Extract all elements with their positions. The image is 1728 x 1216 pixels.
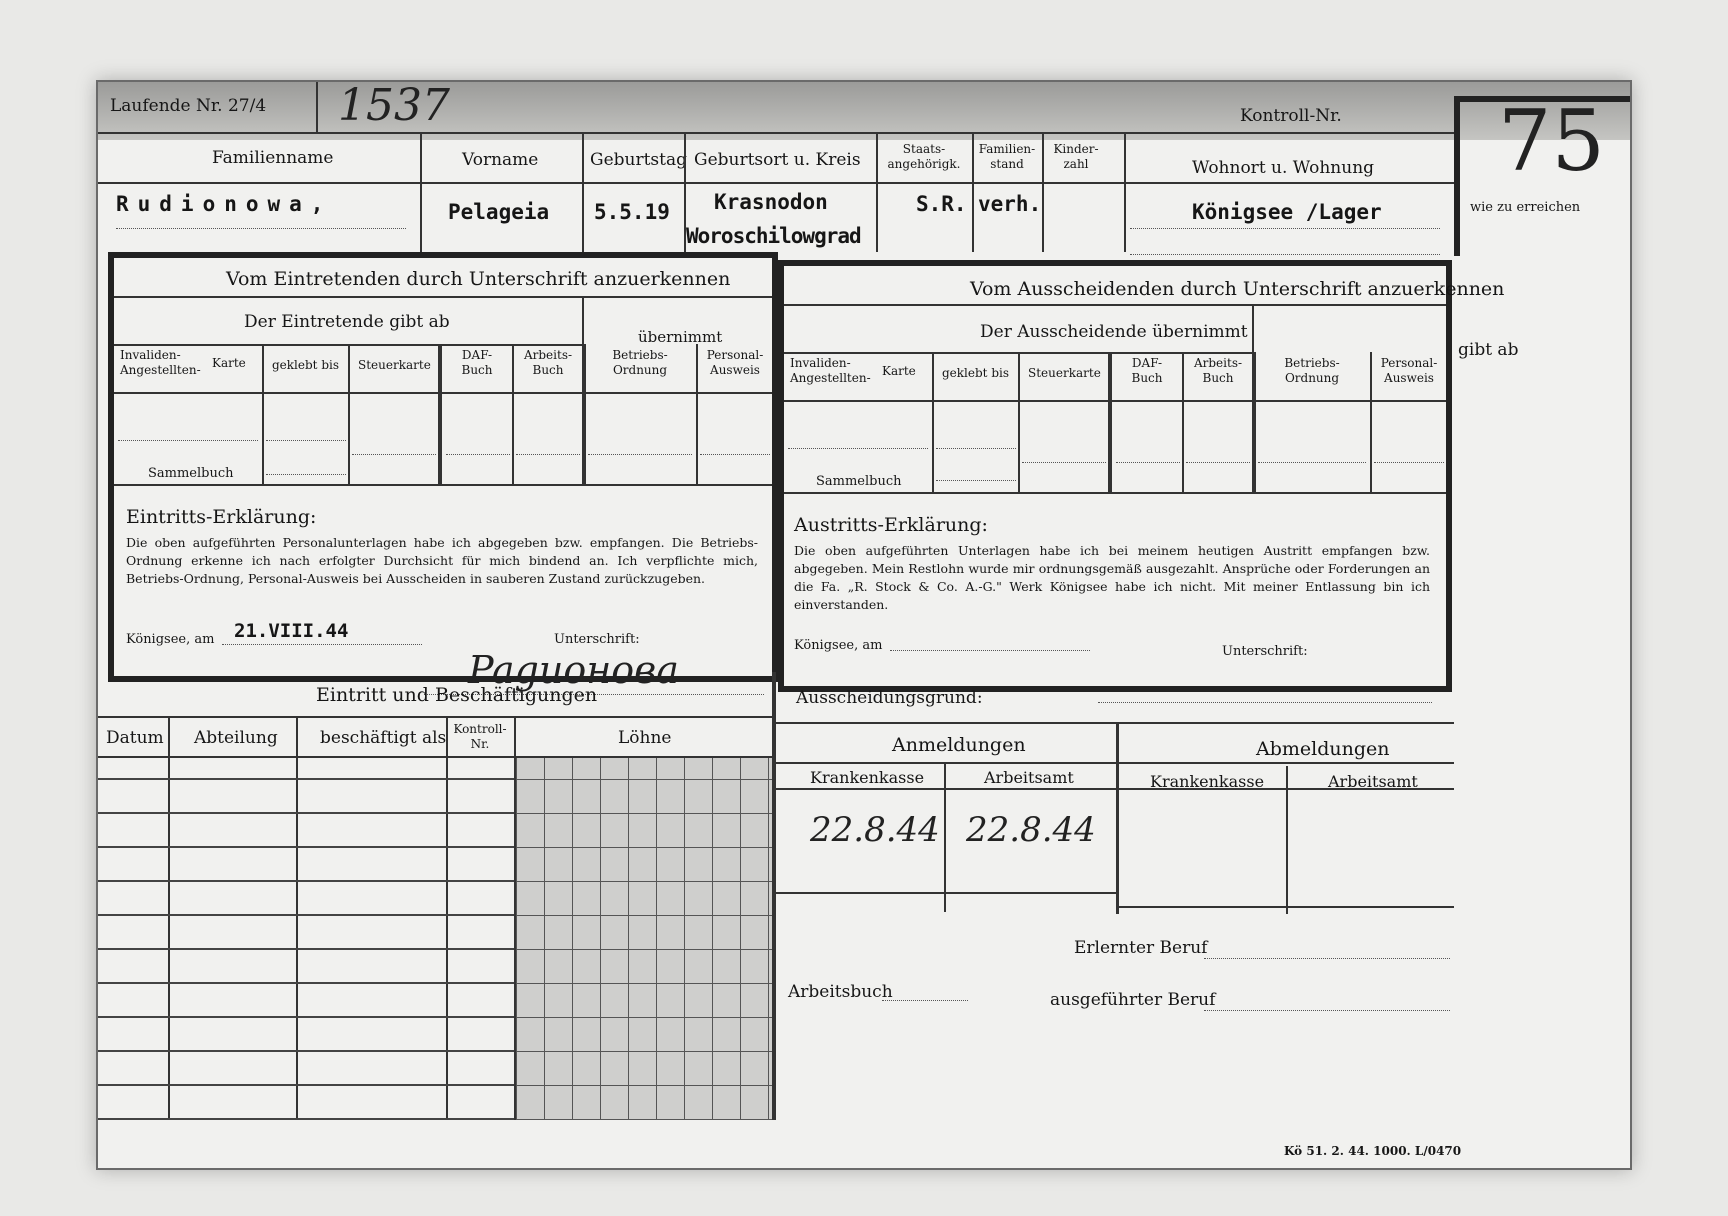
ausscheidende-gibt-ab: gibt ab: [1458, 340, 1519, 360]
dotted-line: [588, 454, 692, 455]
anm-arbeitsamt-value: 22.8.44: [966, 810, 1096, 850]
divider: [512, 344, 514, 484]
eintritt-ort-label: Königsee, am: [126, 632, 215, 647]
invaliden-label: Invaliden- Angestellten-: [120, 348, 201, 377]
rule: [774, 722, 1454, 724]
dotted-line: [1374, 462, 1444, 463]
ausscheidungsgrund-label: Ausscheidungsgrund:: [796, 688, 983, 708]
dotted-line: [1204, 958, 1450, 959]
loehne-col: Löhne: [618, 728, 672, 748]
anm-krankenkasse-col: Krankenkasse: [810, 768, 925, 787]
rule: [784, 304, 1446, 306]
row-lines: [98, 758, 514, 1120]
geburtsort-value-1: Krasnodon: [714, 190, 828, 214]
rule: [114, 296, 772, 298]
personalausweis-label: Personal- Ausweis: [706, 348, 764, 377]
eintritt-unterschrift-label: Unterschrift:: [554, 632, 640, 647]
dotted-line: [1022, 462, 1106, 463]
rule: [98, 132, 1454, 134]
dotted-line: [936, 448, 1016, 449]
kontroll-nr-label: Kontroll-Nr.: [1240, 106, 1342, 126]
rule: [114, 484, 772, 486]
divider: [1018, 352, 1020, 492]
abteilung-col: Abteilung: [194, 728, 278, 748]
karte-label: Karte: [212, 356, 246, 370]
eintritt-signature: Pagионова: [468, 648, 679, 692]
loehne-grid: [516, 758, 772, 1120]
dotted-line: [446, 454, 510, 455]
divider: [932, 352, 934, 492]
eintritt-box-title: Vom Eintretenden durch Unterschrift anzuerkennen: [226, 268, 731, 290]
divider: [1116, 722, 1119, 914]
geklebt-label: geklebt bis: [272, 358, 339, 372]
familienname-value: Rudionowa,: [116, 192, 333, 216]
dotted-line: [1116, 462, 1180, 463]
divider: [420, 134, 422, 252]
austritts-erklaerung-text: Die oben aufgeführten Unterlagen habe ich bei meinem heutigen Austritt empfangen bzw. abgegeben. Mein Restlohn wurde mir ordnungsgemäß ausgezahlt. Ansprüche oder Forderungen an die Fa. „R. Stock & Co. A.-G." Werk Königsee habe ich nicht. Mit meiner Entlassung bin ich einverstanden.: [794, 543, 1430, 612]
divider: [316, 82, 318, 132]
dotted-line: [1258, 462, 1366, 463]
austritts-erklaerung-title: Austritts-Erklärung:: [794, 514, 988, 536]
dotted-line: [116, 228, 406, 229]
divider: [1124, 134, 1126, 252]
personalausweis-label-r: Personal- Ausweis: [1380, 356, 1438, 385]
vorname-label: Vorname: [462, 150, 539, 170]
rule: [98, 716, 772, 718]
daf-label: DAF- Buch: [461, 348, 493, 377]
laufende-nr-handwritten: 1537: [338, 80, 450, 131]
austritt-ort-label: Königsee, am: [794, 638, 883, 653]
abm-krankenkasse-col: Krankenkasse: [1150, 772, 1265, 791]
steuerkarte-label: Steuerkarte: [358, 358, 431, 372]
geburtsort-label: Geburtsort u. Kreis: [694, 150, 861, 170]
ausscheidende-uebernimmt: Der Ausscheidende übernimmt: [980, 322, 1248, 342]
dotted-line: [788, 448, 928, 449]
eintritt-beschaeftigungen-title: Eintritt und Beschäftigungen: [316, 684, 598, 706]
familienstand-label: Familien- stand: [978, 142, 1036, 171]
geklebt-label-r: geklebt bis: [942, 366, 1009, 380]
familienname-label: Familienname: [212, 148, 334, 168]
personnel-card: [96, 80, 1632, 1170]
divider: [944, 762, 946, 912]
austritt-box-title: Vom Ausscheidenden durch Unterschrift anzuerkennen: [970, 278, 1505, 300]
kontroll-box-left: [1454, 96, 1460, 256]
beschaeftigt-col: beschäftigt als: [320, 728, 447, 748]
dotted-line: [1130, 254, 1440, 255]
steuerkarte-label-r: Steuerkarte: [1028, 366, 1101, 380]
daf-label-r: DAF- Buch: [1131, 356, 1163, 385]
dotted-line: [352, 454, 436, 455]
dotted-line: [882, 1000, 968, 1001]
rule: [774, 788, 1454, 790]
print-code: Kö 51. 2. 44. 1000. L/0470: [1284, 1144, 1462, 1158]
divider: [438, 344, 442, 484]
familienstand-value: verh.: [978, 192, 1042, 216]
dotted-line: [1204, 1010, 1450, 1011]
divider: [582, 134, 584, 252]
rule: [98, 182, 1454, 184]
staats-value: S.R.: [916, 192, 967, 216]
abmeldungen-header: Abmeldungen: [1256, 738, 1390, 760]
wohnort-value: Königsee /Lager: [1192, 200, 1382, 224]
rule: [784, 492, 1446, 494]
datum-col: Datum: [106, 728, 164, 748]
geburtstag-value: 5.5.19: [594, 200, 670, 224]
geburtstag-label: Geburtstag: [590, 150, 688, 170]
betriebsordnung-label-r: Betriebs- Ordnung: [1284, 356, 1340, 385]
dotted-line: [700, 454, 770, 455]
vorname-value: Pelageia: [448, 200, 550, 224]
eintritts-erklaerung-text: Die oben aufgeführten Personalunterlagen habe ich abgegeben bzw. empfangen. Die Betriebs-Ordnung erkenne ich nach erfolgter Durchsicht für mich bindend an. Ich verpflichte mich, Betriebs-Ordnung, Personal-Ausweis bei Ausscheiden in sauberen Zustand zurückzugeben.: [126, 535, 758, 586]
wohnort-label: Wohnort u. Wohnung: [1192, 158, 1375, 178]
invaliden-label-r: Invaliden- Angestellten-: [790, 356, 871, 385]
geburtsort-value-2: Woroschilowgrad: [686, 224, 861, 248]
rule: [774, 762, 1454, 764]
dotted-line: [266, 440, 346, 441]
erlernter-beruf-label: Erlernter Beruf: [1074, 938, 1208, 958]
dotted-line: [890, 650, 1090, 651]
divider: [582, 344, 586, 484]
eintretende-uebernimmt: übernimmt: [638, 328, 723, 346]
divider: [1108, 352, 1112, 492]
karte-label-r: Karte: [882, 364, 916, 378]
divider: [1182, 352, 1184, 492]
eintretende-gibt-ab: Der Eintretende gibt ab: [244, 312, 450, 332]
dotted-line: [1098, 702, 1432, 703]
staats-label: Staats- angehörigk.: [887, 142, 961, 171]
kontroll-nr-value: 75: [1498, 92, 1605, 190]
rule: [114, 392, 772, 394]
dotted-line: [936, 480, 1016, 481]
wie-zu-erreichen-label: wie zu erreichen: [1470, 200, 1581, 215]
kontroll-col: Kontroll- Nr.: [453, 722, 507, 751]
betriebsordnung-label: Betriebs- Ordnung: [612, 348, 668, 377]
rule: [774, 892, 1116, 894]
rule: [1116, 906, 1454, 908]
divider: [262, 344, 264, 484]
austritt-unterschrift-label: Unterschrift:: [1222, 644, 1308, 659]
anm-arbeitsamt-col: Arbeitsamt: [984, 768, 1074, 787]
center-divider: [772, 672, 776, 1120]
dotted-line: [222, 644, 422, 645]
divider: [1252, 352, 1256, 492]
divider: [348, 344, 350, 484]
kinderzahl-label: Kinder- zahl: [1053, 142, 1099, 171]
arbeitsbuch-label: Arbeits- Buch: [523, 348, 573, 377]
eintritts-erklaerung-title: Eintritts-Erklärung:: [126, 506, 317, 528]
dotted-line: [118, 440, 258, 441]
dotted-line: [1186, 462, 1250, 463]
anm-krankenkasse-value: 22.8.44: [810, 810, 940, 850]
anmeldungen-header: Anmeldungen: [892, 734, 1026, 756]
eintritt-datum-value: 21.VIII.44: [234, 620, 349, 642]
rule: [784, 400, 1446, 402]
laufende-nr-label: Laufende Nr. 27/4: [110, 96, 267, 116]
sammelbuch-label: Sammelbuch: [148, 466, 234, 481]
ausgefuehrter-beruf-label: ausgeführter Beruf: [1050, 990, 1216, 1010]
sammelbuch-label-r: Sammelbuch: [816, 474, 902, 489]
dotted-line: [516, 454, 580, 455]
abm-arbeitsamt-col: Arbeitsamt: [1328, 772, 1418, 791]
arbeitsbuch-label-r: Arbeits- Buch: [1193, 356, 1243, 385]
dotted-line: [1130, 228, 1440, 229]
dotted-line: [266, 474, 346, 475]
arbeitsbuch-label: Arbeitsbuch: [788, 982, 893, 1002]
